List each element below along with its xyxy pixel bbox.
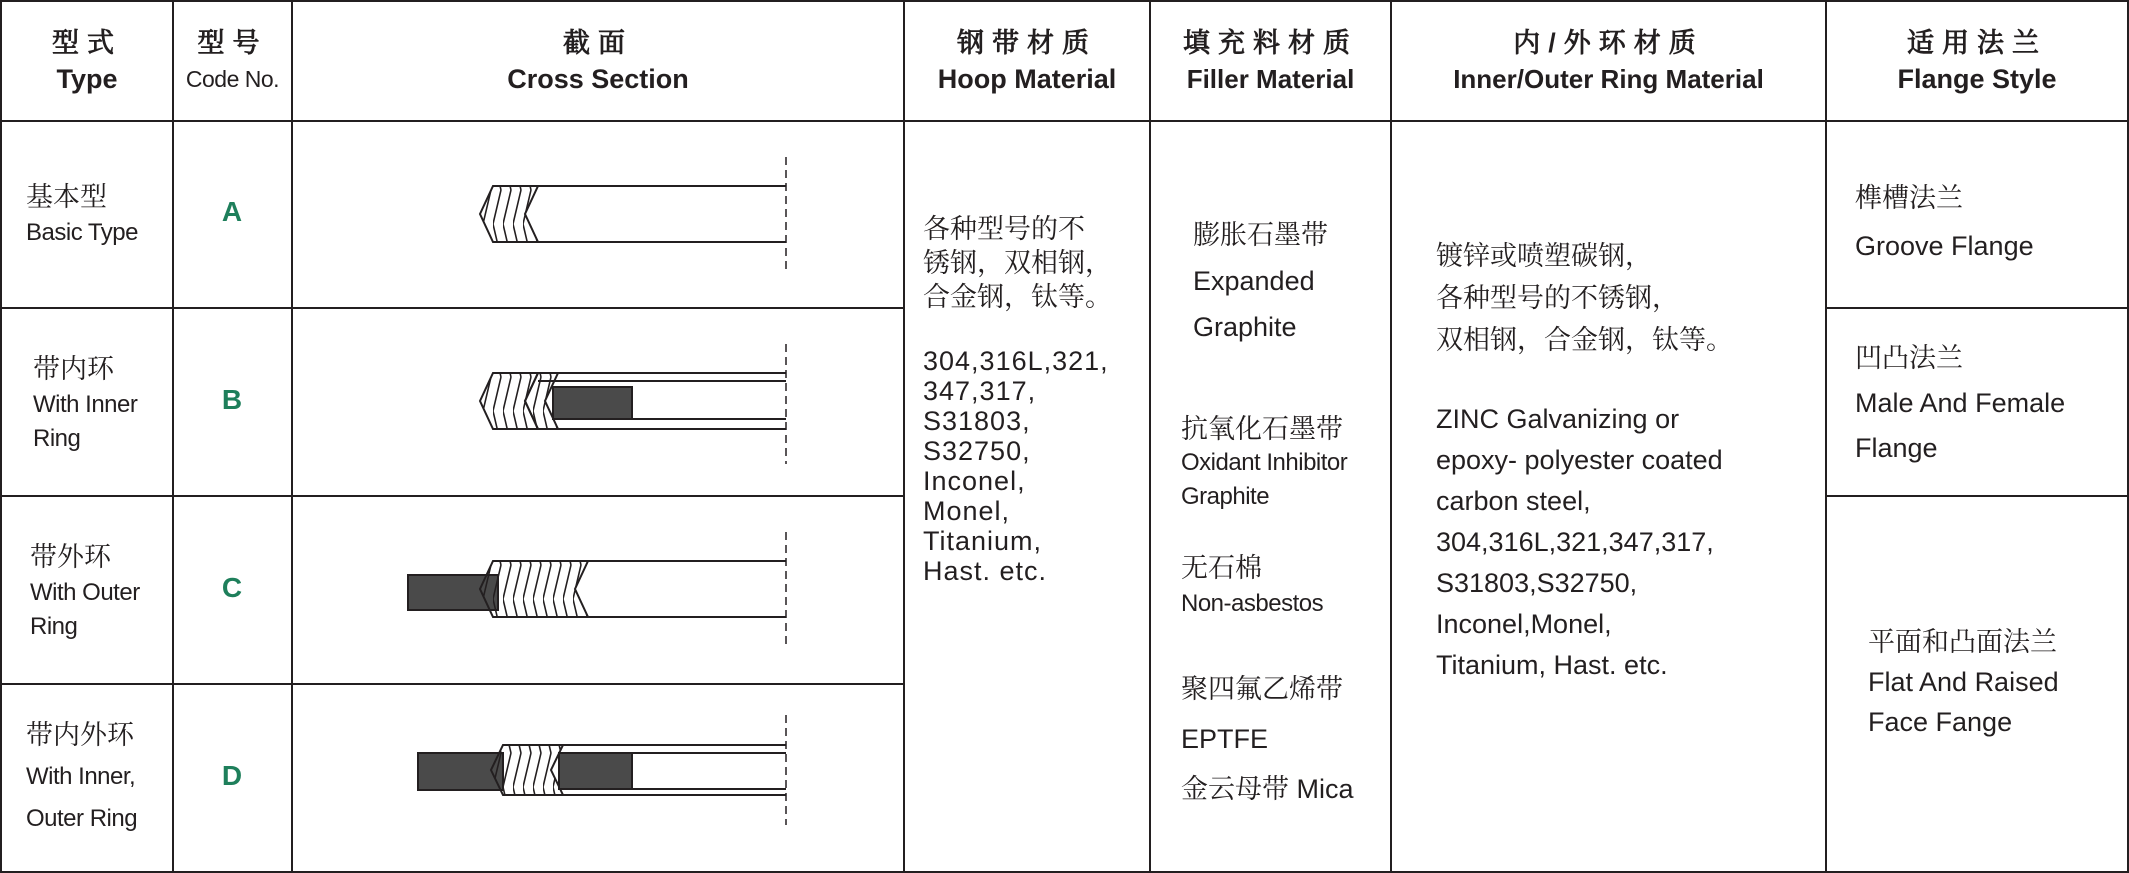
hoop-en-line: Inconel,: [923, 466, 1026, 496]
ring-zh-line: 镀锌或喷塑碳钢，: [1436, 241, 1652, 271]
type-inner-outer-ring: [26, 716, 192, 838]
code-c: C: [221, 572, 243, 603]
header-type-zh: 型式: [52, 28, 122, 58]
header-filler-zh: 填充料材质: [1183, 28, 1358, 58]
type-basic: [26, 178, 192, 250]
ring-zh-line: 双相钢，合金钢，钛等。: [1436, 325, 1733, 355]
hoop-en-line: 304,316L,321,: [923, 346, 1109, 376]
ring-zh-line: 各种型号的不锈钢，: [1436, 283, 1679, 313]
type-inner-ring-en1: With Inner: [33, 391, 138, 418]
type-inner-ring-en2: Ring: [33, 425, 81, 452]
header-ring-en: Inner/Outer Ring Material: [1453, 64, 1764, 94]
flange-f3-en2: Face Fange: [1868, 707, 2013, 737]
filler-g2-en2: Graphite: [1181, 483, 1270, 510]
grid-line: [0, 0, 2, 873]
filler-g3-en: Non-asbestos: [1181, 590, 1324, 617]
section-a: [293, 122, 903, 307]
flange-f1-en: Groove Flange: [1855, 231, 2034, 261]
flange-groove: [1855, 174, 2034, 270]
header-section-zh: 截面: [563, 28, 633, 58]
type-outer-ring: [30, 538, 196, 644]
hoop-material-text: [923, 212, 1148, 586]
header-flange-zh: 适用法兰: [1907, 28, 2047, 58]
header-section: [293, 2, 903, 120]
grid-line: [1149, 0, 1151, 873]
hoop-en-line: S32750,: [923, 436, 1031, 466]
grid-line: [1826, 307, 2129, 309]
type-inner-outer-ring-zh: 带内外环: [26, 720, 134, 750]
filler-g2-en1: Oxidant Inhibitor: [1181, 449, 1348, 476]
ring-material-text: [1436, 235, 1733, 686]
filler-g3-zh: 无石棉: [1181, 553, 1262, 583]
flange-male-female: [1855, 336, 2065, 471]
filler-oxidant-graphite: [1181, 412, 1347, 514]
flange-f2-en2: Flange: [1855, 433, 1938, 463]
filler-g1-en1: Expanded: [1193, 266, 1315, 296]
hoop-en-line: Hast. etc.: [923, 556, 1048, 586]
filler-expanded-graphite: [1193, 212, 1328, 350]
ring-en-line: ZINC Galvanizing or: [1436, 404, 1680, 434]
filler-g2-zh: 抗氧化石墨带: [1181, 414, 1343, 444]
section-d: [293, 685, 903, 870]
header-flange-en: Flange Style: [1897, 64, 2057, 94]
grid-line: [1390, 0, 1392, 873]
grid-line: [1825, 0, 1827, 873]
type-outer-ring-en2: Ring: [30, 613, 78, 640]
header-section-en: Cross Section: [507, 64, 689, 94]
header-code: [174, 2, 291, 120]
filler-g4-en: EPTFE: [1181, 724, 1269, 754]
hoop-zh-line: 各种型号的不: [923, 214, 1085, 244]
hoop-en-line: 347,317,: [923, 376, 1037, 406]
type-inner-outer-ring-en2: Outer Ring: [26, 805, 138, 832]
header-filler: [1151, 2, 1390, 120]
hoop-zh-line: 合金钢，钛等。: [923, 282, 1112, 312]
flange-f2-en1: Male And Female: [1855, 388, 2066, 418]
hoop-en-line: Monel,: [923, 496, 1011, 526]
filler-g5: 金云母带 Mica: [1181, 774, 1354, 804]
ring-en-line: Titanium, Hast. etc.: [1436, 650, 1668, 680]
type-inner-ring-zh: 带内环: [33, 354, 114, 384]
filler-g1-zh: 膨胀石墨带: [1193, 220, 1328, 250]
section-c: [293, 497, 903, 682]
header-ring-zh: 内/外环材质: [1513, 28, 1704, 58]
hoop-en-line: Titanium,: [923, 526, 1043, 556]
flange-f2-zh: 凹凸法兰: [1855, 343, 1963, 373]
filler-non-asbestos: [1181, 550, 1323, 622]
header-code-en: Code No.: [185, 66, 280, 92]
header-type-en: Type: [56, 64, 118, 94]
header-ring: [1392, 2, 1825, 120]
flange-flat-raised: [1868, 622, 2059, 742]
header-code-zh: 型号: [197, 28, 268, 58]
type-outer-ring-en1: With Outer: [30, 579, 140, 606]
type-basic-zh: 基本型: [26, 182, 107, 212]
code-a: A: [221, 196, 243, 227]
filler-g4-zh: 聚四氟乙烯带: [1181, 674, 1343, 704]
header-filler-en: Filler Material: [1186, 64, 1355, 94]
hoop-en-line: S31803,: [923, 406, 1031, 436]
flange-f3-en1: Flat And Raised: [1868, 667, 2059, 697]
ring-en-line: epoxy- polyester coated: [1436, 445, 1723, 475]
code-b: B: [221, 384, 243, 415]
section-b: [293, 309, 903, 494]
grid-line: [903, 0, 905, 873]
type-basic-en: Basic Type: [26, 219, 138, 246]
type-inner-outer-ring-en1: With Inner,: [26, 763, 136, 790]
ring-en-line: S31803,S32750,: [1436, 568, 1638, 598]
code-d: D: [221, 760, 243, 791]
type-outer-ring-zh: 带外环: [30, 542, 111, 572]
header-hoop: [905, 2, 1149, 120]
header-hoop-zh: 钢带材质: [957, 28, 1097, 58]
ring-en-line: 304,316L,321,347,317,: [1436, 527, 1714, 557]
flange-f1-zh: 榫槽法兰: [1855, 183, 1963, 213]
hoop-zh-line: 锈钢，双相钢，: [923, 248, 1112, 278]
header-hoop-en: Hoop Material: [937, 64, 1117, 94]
grid-line: [1826, 495, 2129, 497]
flange-f3-zh: 平面和凸面法兰: [1868, 627, 2057, 657]
filler-eptfe: [1181, 664, 1354, 814]
header-type: [2, 2, 172, 120]
filler-g1-en2: Graphite: [1193, 312, 1297, 342]
ring-en-line: carbon steel,: [1436, 486, 1591, 516]
ring-en-line: Inconel,Monel,: [1436, 609, 1612, 639]
header-flange: [1827, 2, 2127, 120]
